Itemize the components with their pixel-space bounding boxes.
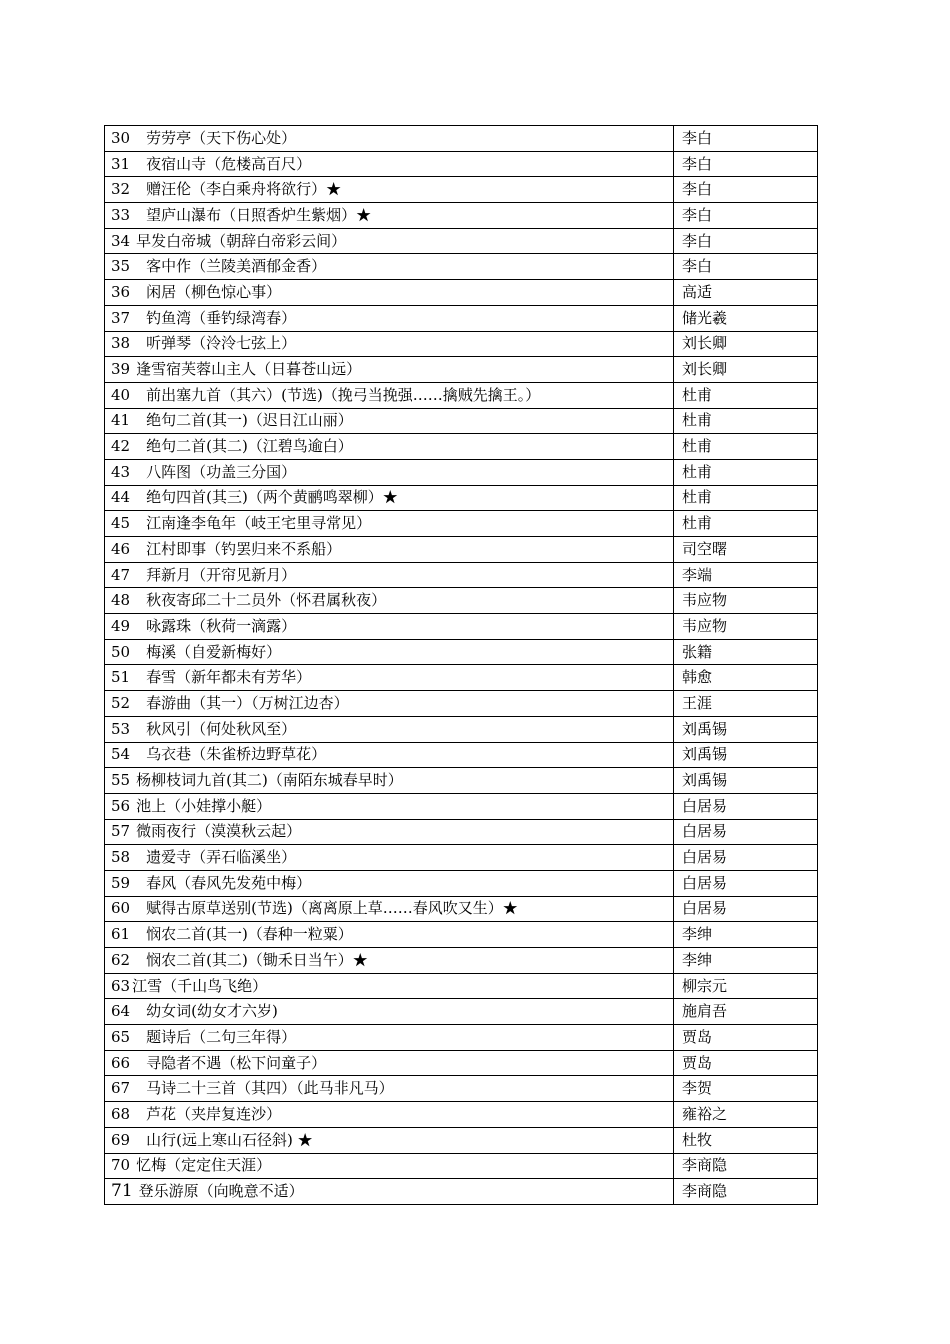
poem-cell bbox=[105, 228, 674, 254]
poem-author: 李白 bbox=[674, 126, 818, 152]
table-row bbox=[105, 1025, 818, 1051]
poem-title: 题诗后（二句三年得） bbox=[146, 1027, 297, 1046]
table-row bbox=[105, 331, 818, 357]
table-row bbox=[105, 562, 818, 588]
table-row bbox=[105, 254, 818, 280]
poem-number: 50 bbox=[111, 642, 131, 661]
poem-author: 李白 bbox=[674, 254, 818, 280]
table-row bbox=[105, 793, 818, 819]
poem-title: 咏露珠（秋荷一滴露） bbox=[146, 616, 297, 635]
poem-author: 刘禹锡 bbox=[674, 716, 818, 742]
table-row bbox=[105, 588, 818, 614]
poem-number: 41 bbox=[111, 411, 131, 430]
poem-cell bbox=[105, 1050, 674, 1076]
poem-author: 李白 bbox=[674, 203, 818, 229]
poem-title: 夜宿山寺（危楼高百尺） bbox=[146, 154, 312, 173]
poem-author: 刘长卿 bbox=[674, 331, 818, 357]
poem-author: 杜牧 bbox=[674, 1127, 818, 1153]
poem-number: 39 bbox=[111, 360, 131, 379]
poem-cell bbox=[105, 305, 674, 331]
table-row bbox=[105, 459, 818, 485]
poem-title: 逢雪宿芙蓉山主人（日暮苍山远） bbox=[136, 360, 362, 379]
poem-title: 登乐游原（向晚意不适） bbox=[138, 1182, 304, 1201]
poem-number: 65 bbox=[111, 1027, 131, 1046]
poem-number: 61 bbox=[111, 925, 131, 944]
poem-author: 杜甫 bbox=[674, 408, 818, 434]
poem-title: 春游曲（其一）（万树江边杏） bbox=[146, 693, 349, 712]
poem-author: 李贺 bbox=[674, 1076, 818, 1102]
poem-table bbox=[104, 125, 818, 1205]
poem-number: 38 bbox=[111, 334, 131, 353]
poem-cell bbox=[105, 177, 674, 203]
table-row bbox=[105, 280, 818, 306]
table-row bbox=[105, 768, 818, 794]
poem-cell bbox=[105, 151, 674, 177]
poem-title: 梅溪（自爱新梅好） bbox=[146, 642, 282, 661]
poem-number: 35 bbox=[111, 257, 131, 276]
poem-title: 前出塞九首（其六）(节选)（挽弓当挽强……擒贼先擒王。） bbox=[146, 385, 541, 404]
poem-title: 绝句二首(其二)（江碧鸟逾白） bbox=[146, 437, 353, 456]
poem-cell bbox=[105, 588, 674, 614]
poem-title: 寻隐者不遇（松下问童子） bbox=[146, 1053, 327, 1072]
poem-author: 刘长卿 bbox=[674, 357, 818, 383]
poem-number: 56 bbox=[111, 796, 131, 815]
table-row bbox=[105, 305, 818, 331]
poem-author: 韦应物 bbox=[674, 588, 818, 614]
poem-title: 马诗二十三首（其四）（此马非凡马） bbox=[146, 1079, 394, 1098]
poem-title: 幼女词(幼女才六岁) bbox=[146, 1002, 278, 1021]
poem-title: 秋夜寄邱二十二员外（怀君属秋夜） bbox=[146, 591, 387, 610]
poem-number: 59 bbox=[111, 873, 131, 892]
poem-cell bbox=[105, 459, 674, 485]
poem-title: 芦花（夹岸复连沙） bbox=[146, 1104, 282, 1123]
poem-number: 46 bbox=[111, 539, 131, 558]
poem-number: 71 bbox=[111, 1181, 133, 1202]
poem-cell bbox=[105, 485, 674, 511]
table-row bbox=[105, 922, 818, 948]
poem-number: 32 bbox=[111, 180, 131, 199]
poem-author: 刘禹锡 bbox=[674, 742, 818, 768]
poem-title: 江雪（千山鸟飞绝） bbox=[132, 976, 268, 995]
poem-number: 69 bbox=[111, 1130, 131, 1149]
poem-author: 杜甫 bbox=[674, 434, 818, 460]
poem-author: 刘禹锡 bbox=[674, 768, 818, 794]
table-row bbox=[105, 639, 818, 665]
poem-number: 48 bbox=[111, 591, 131, 610]
poem-number: 58 bbox=[111, 848, 131, 867]
poem-author: 柳宗元 bbox=[674, 973, 818, 999]
poem-title: 客中作（兰陵美酒郁金香） bbox=[146, 257, 327, 276]
poem-cell bbox=[105, 845, 674, 871]
poem-number: 44 bbox=[111, 488, 131, 507]
poem-number: 42 bbox=[111, 437, 131, 456]
poem-author: 王涯 bbox=[674, 691, 818, 717]
poem-cell bbox=[105, 665, 674, 691]
table-row bbox=[105, 151, 818, 177]
poem-author: 李绅 bbox=[674, 922, 818, 948]
poem-author: 司空曙 bbox=[674, 537, 818, 563]
poem-title: 春风（春风先发苑中梅） bbox=[146, 873, 312, 892]
poem-cell bbox=[105, 537, 674, 563]
poem-cell bbox=[105, 126, 674, 152]
table-row bbox=[105, 614, 818, 640]
poem-title: 钓鱼湾（垂钓绿湾春） bbox=[146, 308, 297, 327]
table-row bbox=[105, 537, 818, 563]
poem-number: 31 bbox=[111, 154, 131, 173]
poem-author: 李绅 bbox=[674, 948, 818, 974]
poem-cell bbox=[105, 357, 674, 383]
poem-number: 34 bbox=[111, 231, 131, 250]
poem-title: 池上（小娃撑小艇） bbox=[136, 796, 272, 815]
table-row bbox=[105, 357, 818, 383]
poem-author: 白居易 bbox=[674, 896, 818, 922]
poem-title: 杨柳枝词九首(其二)（南陌东城春早时） bbox=[136, 771, 403, 790]
poem-cell bbox=[105, 973, 674, 999]
poem-title: 绝句四首(其三)（两个黄鹂鸣翠柳）★ bbox=[146, 488, 398, 507]
table-row bbox=[105, 845, 818, 871]
poem-cell bbox=[105, 896, 674, 922]
poem-cell bbox=[105, 511, 674, 537]
poem-title: 劳劳亭（天下伤心处） bbox=[146, 128, 297, 147]
poem-number: 33 bbox=[111, 205, 131, 224]
poem-title: 乌衣巷（朱雀桥边野草花） bbox=[146, 745, 327, 764]
table-row bbox=[105, 742, 818, 768]
table-row bbox=[105, 511, 818, 537]
poem-number: 45 bbox=[111, 514, 131, 533]
poem-author: 李白 bbox=[674, 228, 818, 254]
poem-author: 白居易 bbox=[674, 793, 818, 819]
poem-number: 40 bbox=[111, 385, 131, 404]
poem-table-body bbox=[105, 126, 818, 1205]
poem-number: 49 bbox=[111, 616, 131, 635]
poem-number: 51 bbox=[111, 668, 131, 687]
poem-cell bbox=[105, 1076, 674, 1102]
poem-author: 白居易 bbox=[674, 870, 818, 896]
poem-cell bbox=[105, 331, 674, 357]
poem-cell bbox=[105, 280, 674, 306]
table-row bbox=[105, 382, 818, 408]
poem-number: 36 bbox=[111, 282, 131, 301]
poem-cell bbox=[105, 768, 674, 794]
poem-title: 悯农二首(其一)（春种一粒粟） bbox=[146, 925, 353, 944]
poem-author: 杜甫 bbox=[674, 382, 818, 408]
table-row bbox=[105, 126, 818, 152]
table-row bbox=[105, 434, 818, 460]
poem-number: 63 bbox=[111, 976, 131, 995]
poem-cell bbox=[105, 639, 674, 665]
table-row bbox=[105, 896, 818, 922]
poem-cell bbox=[105, 434, 674, 460]
poem-title: 春雪（新年都未有芳华） bbox=[146, 668, 312, 687]
poem-author: 贾岛 bbox=[674, 1025, 818, 1051]
poem-cell bbox=[105, 819, 674, 845]
poem-title: 望庐山瀑布（日照香炉生紫烟）★ bbox=[146, 205, 372, 224]
poem-cell bbox=[105, 1025, 674, 1051]
poem-cell bbox=[105, 691, 674, 717]
poem-number: 37 bbox=[111, 308, 131, 327]
poem-number: 64 bbox=[111, 1002, 131, 1021]
poem-author: 高适 bbox=[674, 280, 818, 306]
poem-cell bbox=[105, 870, 674, 896]
poem-number: 67 bbox=[111, 1079, 131, 1098]
table-row bbox=[105, 691, 818, 717]
poem-number: 43 bbox=[111, 462, 131, 481]
poem-cell bbox=[105, 408, 674, 434]
poem-cell bbox=[105, 203, 674, 229]
poem-title: 微雨夜行（漠漠秋云起） bbox=[136, 822, 302, 841]
poem-cell bbox=[105, 1179, 674, 1205]
poem-author: 白居易 bbox=[674, 845, 818, 871]
table-row bbox=[105, 1050, 818, 1076]
poem-number: 53 bbox=[111, 719, 131, 738]
table-row bbox=[105, 716, 818, 742]
poem-number: 70 bbox=[111, 1156, 131, 1175]
poem-author: 李商隐 bbox=[674, 1179, 818, 1205]
poem-title: 闲居（柳色惊心事） bbox=[146, 282, 282, 301]
poem-author: 杜甫 bbox=[674, 459, 818, 485]
poem-author: 李端 bbox=[674, 562, 818, 588]
poem-author: 韦应物 bbox=[674, 614, 818, 640]
table-row bbox=[105, 177, 818, 203]
poem-author: 贾岛 bbox=[674, 1050, 818, 1076]
table-row bbox=[105, 1179, 818, 1205]
poem-author: 储光羲 bbox=[674, 305, 818, 331]
table-row bbox=[105, 1102, 818, 1128]
poem-cell bbox=[105, 948, 674, 974]
poem-title: 早发白帝城（朝辞白帝彩云间） bbox=[136, 231, 347, 250]
table-row bbox=[105, 870, 818, 896]
poem-author: 韩愈 bbox=[674, 665, 818, 691]
poem-title: 遗爱寺（弄石临溪坐） bbox=[146, 848, 297, 867]
poem-title: 赠汪伦（李白乘舟将欲行）★ bbox=[146, 180, 342, 199]
table-row bbox=[105, 485, 818, 511]
poem-author: 杜甫 bbox=[674, 485, 818, 511]
poem-title: 山行(远上寒山石径斜) ★ bbox=[146, 1130, 313, 1149]
poem-number: 66 bbox=[111, 1053, 131, 1072]
poem-number: 52 bbox=[111, 693, 131, 712]
table-row bbox=[105, 1127, 818, 1153]
poem-number: 62 bbox=[111, 950, 131, 969]
poem-author: 白居易 bbox=[674, 819, 818, 845]
poem-author: 雍裕之 bbox=[674, 1102, 818, 1128]
poem-number: 55 bbox=[111, 771, 131, 790]
poem-cell bbox=[105, 254, 674, 280]
poem-cell bbox=[105, 382, 674, 408]
poem-cell bbox=[105, 1127, 674, 1153]
poem-title: 拜新月（开帘见新月） bbox=[146, 565, 297, 584]
poem-author: 杜甫 bbox=[674, 511, 818, 537]
poem-title: 听弹琴（泠泠七弦上） bbox=[146, 334, 297, 353]
poem-number: 54 bbox=[111, 745, 131, 764]
poem-cell bbox=[105, 614, 674, 640]
poem-cell bbox=[105, 999, 674, 1025]
poem-cell bbox=[105, 716, 674, 742]
table-row bbox=[105, 1153, 818, 1179]
poem-author: 李白 bbox=[674, 177, 818, 203]
poem-author: 张籍 bbox=[674, 639, 818, 665]
poem-cell bbox=[105, 742, 674, 768]
table-row bbox=[105, 408, 818, 434]
poem-author: 李商隐 bbox=[674, 1153, 818, 1179]
table-row bbox=[105, 665, 818, 691]
table-row bbox=[105, 228, 818, 254]
poem-title: 八阵图（功盖三分国） bbox=[146, 462, 297, 481]
poem-title: 忆梅（定定住天涯） bbox=[136, 1156, 272, 1175]
poem-number: 30 bbox=[111, 128, 131, 147]
poem-number: 60 bbox=[111, 899, 131, 918]
poem-number: 47 bbox=[111, 565, 131, 584]
poem-number: 68 bbox=[111, 1104, 131, 1123]
poem-cell bbox=[105, 793, 674, 819]
poem-author: 施肩吾 bbox=[674, 999, 818, 1025]
table-row bbox=[105, 973, 818, 999]
table-row bbox=[105, 819, 818, 845]
table-row bbox=[105, 999, 818, 1025]
poem-title: 秋风引（何处秋风至） bbox=[146, 719, 297, 738]
table-row bbox=[105, 1076, 818, 1102]
poem-title: 绝句二首(其一)（迟日江山丽） bbox=[146, 411, 353, 430]
poem-title: 江村即事（钓罢归来不系船） bbox=[146, 539, 342, 558]
poem-title: 江南逢李龟年（岐王宅里寻常见） bbox=[146, 514, 372, 533]
poem-title: 赋得古原草送别(节选)（离离原上草……春风吹又生）★ bbox=[146, 899, 518, 918]
poem-cell bbox=[105, 562, 674, 588]
table-row bbox=[105, 203, 818, 229]
table-row bbox=[105, 948, 818, 974]
poem-author: 李白 bbox=[674, 151, 818, 177]
poem-cell bbox=[105, 1102, 674, 1128]
poem-title: 悯农二首(其二)（锄禾日当午）★ bbox=[146, 950, 368, 969]
poem-cell bbox=[105, 922, 674, 948]
poem-cell bbox=[105, 1153, 674, 1179]
poem-number: 57 bbox=[111, 822, 131, 841]
